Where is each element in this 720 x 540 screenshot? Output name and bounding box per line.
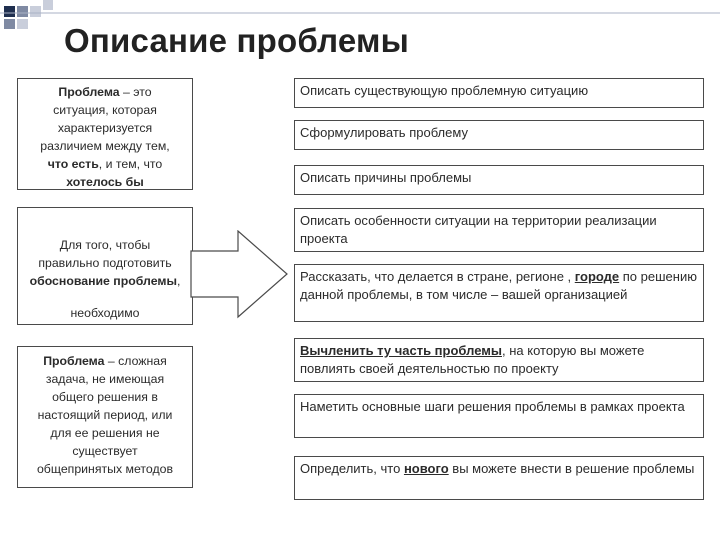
text: – это — [119, 85, 152, 99]
definition-line: ситуация, которая — [53, 103, 157, 117]
step-text: Описать особенности ситуации на территории реализации проекта — [300, 213, 657, 246]
step-item-5 — [294, 264, 704, 322]
definition-line: существует — [72, 444, 138, 458]
text: , и тем, что — [98, 157, 163, 171]
step-emphasis: городе — [574, 269, 620, 284]
step-item-4 — [294, 208, 704, 252]
step-text: , на которую вы можете повлиять своей деятельностью по проекту — [300, 343, 645, 376]
definition-line: общего решения в — [52, 390, 158, 404]
instruction-line: Для того, чтобы — [59, 238, 151, 252]
step-emphasis: Вычленить ту часть проблемы — [300, 343, 502, 358]
step-text: Рассказать, что делается в стране, регионе , — [300, 269, 575, 284]
step-text: Описать причины проблемы — [300, 170, 472, 185]
definition-line: хотелось бы — [66, 175, 144, 189]
definition-line — [18, 83, 192, 101]
slide-title: Описание проблемы — [64, 22, 409, 59]
right-arrow-icon — [190, 230, 290, 320]
instruction-box — [17, 207, 193, 325]
definition-line: для ее решения не — [50, 426, 160, 440]
definition-line: настоящий период, или — [37, 408, 173, 422]
definition-line: различием между тем, — [40, 139, 170, 153]
definition-line — [18, 352, 192, 370]
definition-box-2 — [17, 346, 193, 488]
definition-line: общепринятых методов — [36, 462, 174, 476]
definition-line — [18, 155, 192, 173]
emphasis: обоснование проблемы — [29, 274, 177, 288]
step-item-7 — [294, 394, 704, 438]
step-text: Сформулировать проблему — [300, 125, 468, 140]
text: , — [176, 274, 181, 288]
step-text: Наметить основные шаги решения проблемы в рамках проекта — [300, 399, 685, 414]
definition-line: характеризуется — [57, 121, 153, 135]
instruction-line — [18, 272, 192, 290]
step-item-2 — [294, 120, 704, 150]
step-text: Описать существующую проблемную ситуацию — [300, 83, 589, 98]
definition-box-1 — [17, 78, 193, 190]
step-text: по решению данной проблемы, в том числе – вашей организацией — [300, 269, 697, 302]
term: Проблема — [58, 85, 120, 99]
step-text: Определить, что — [300, 461, 404, 476]
text: – сложная — [104, 354, 167, 368]
step-emphasis: нового — [403, 461, 449, 476]
instruction-line: необходимо — [70, 306, 140, 320]
step-item-8 — [294, 456, 704, 500]
step-item-1 — [294, 78, 704, 108]
emphasis: что есть — [47, 157, 99, 171]
step-item-3 — [294, 165, 704, 195]
term: Проблема — [43, 354, 105, 368]
step-text: вы можете внести в решение проблемы — [448, 461, 695, 476]
step-item-6 — [294, 338, 704, 382]
definition-line: задача, не имеющая — [45, 372, 165, 386]
instruction-line: правильно подготовить — [38, 256, 172, 270]
